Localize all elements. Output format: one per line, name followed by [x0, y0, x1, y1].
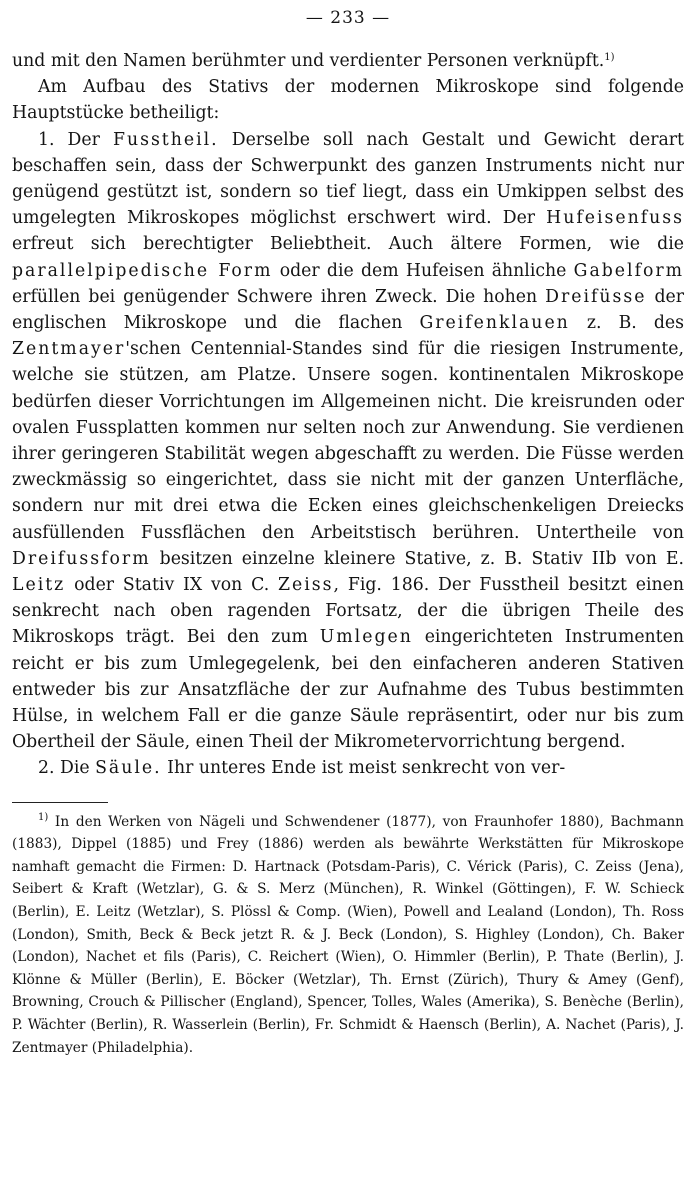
- text-run: oder die dem Hufeisen ähnliche: [272, 260, 574, 281]
- footnote: [12, 811, 684, 1060]
- footnote-mark: 1): [38, 811, 49, 823]
- text-run: z. B. des: [569, 313, 684, 334]
- text-run: der englischen Mikroskope und die flachen: [12, 286, 685, 334]
- paragraph-saeule: [12, 755, 684, 781]
- text-run: 'schen Centennial-Standes sind für die riesigen Instrumente, welche sie stützen, am Platze. Unsere sogen. kontinentalen Mikroskope bedürfen dieser Vorrichtungen im Allgemeinen nicht. Die kreisrunden oder ovalen Fussplatten kommen nur selten noch zur Anwendung. Sie verdienen ihrer geringeren Stabilität wegen abgeschafft zu werden. Die Füsse werden zweckmässig so eingerichtet, dass sie nicht mit der ganzen Unterfläche, sondern nur mit drei etwa die Ecken eines gleichschenkeligen Dreiecks ausfüllenden Fussflächen den Arbeitstisch berühren. Untertheile von: [12, 339, 684, 543]
- text-run: besitzen einzelne kleinere Stative, z. B. Stativ IIb von E.: [150, 548, 684, 569]
- name-zentmayer: Zentmayer: [12, 339, 126, 360]
- paragraph-fusstheil: [12, 127, 684, 756]
- footnote-body: In den Werken von Nägeli und Schwendener (1877), von Fraunhofer 1880), Bachmann (1883), Dippel (1885) und Frey (1886) werden als bewährte Werkstätten für Mikroskope namhaft gemacht die Firmen: D. Hartnack (Potsdam-Paris), C. Vérick (Paris), C. Zeiss (Jena), Seibert & Kraft (Wetzlar), G. & S. Merz (München), R. Winkel (Göttingen), F. W. Schieck (Berlin), E. Leitz (Wetzlar), S. Plössl & Comp. (Wien), Powell and Lealand (London), Th. Ross (London), Smith, Beck & Beck jetzt R. & J. Beck (London), S. Highley (London), Ch. Baker (London), Nachet et fils (Paris), C. Reichert (Wien), O. Himmler (Berlin), P. Thate (Berlin), J. Klönne & Müller (Berlin), E. Böcker (Wetzlar), Th. Ernst (Zürich), Thury & Amey (Genf), Browning, Crouch & Pillischer (England), Spencer, Tolles, Wales (Amerika), S. Benèche (Berlin), P. Wächter (Berlin), R. Wasserlein (Berlin), Fr. Schmidt & Haensch (Berlin), A. Nachet (Paris), J. Zentmayer (Philadelphia).: [12, 813, 684, 1056]
- name-zeiss: Zeiss: [278, 575, 334, 596]
- term-greifenklauen: Greifenklauen: [419, 313, 570, 334]
- paragraph-intro: Am Aufbau des Stativs der modernen Mikroskope sind folgende Hauptstücke betheiligt:: [12, 77, 684, 124]
- footnote-text: [12, 811, 684, 1060]
- text-run: Derselbe soll nach Gestalt und Gewicht derart beschaffen sein, dass der Schwerpunkt des ganzen Instruments nicht nur genügend gestützt ist, sondern so tief liegt, dass ein Umkippen selbst des umgelegten Mikroskopes möglichst erschwert wird. Der: [12, 129, 684, 229]
- main-text: [12, 48, 684, 782]
- term-dreifussform: Dreifussform: [12, 548, 151, 569]
- page-number: — 233 —: [305, 8, 391, 28]
- document-page: [12, 0, 684, 1200]
- text-run: 2. Die: [38, 758, 96, 779]
- text-run: , Fig. 186. Der Fusstheil besitzt einen senkrecht nach oben ragenden Fortsatz, der die übrigen Theile des Mikroskops trägt. Bei den zum: [12, 575, 684, 648]
- paragraph-text: und mit den Namen berühmter und verdienter Personen verknüpft.: [12, 51, 605, 71]
- name-leitz: Leitz: [12, 575, 66, 596]
- term-hufeisenfuss: Hufeisenfuss: [546, 208, 684, 229]
- text-run: erfreut sich berechtigter Beliebtheit. Auch ältere Formen, wie die: [12, 234, 684, 255]
- term-umlegen: Umlegen: [319, 627, 413, 648]
- heading-fusstheil: Fusstheil.: [112, 129, 219, 150]
- paragraph-continuation: [12, 48, 684, 74]
- term-gabelform: Gabelform: [573, 260, 685, 281]
- heading-saeule: Säule.: [95, 758, 162, 779]
- term-parallelpipedische-form: parallelpipedische Form: [12, 260, 273, 281]
- text-run: erfüllen bei genügender Schwere ihren Zweck. Die hohen: [12, 286, 546, 307]
- footnote-reference: 1): [604, 52, 615, 63]
- text-run: Ihr unteres Ende ist meist senkrecht von ver-: [161, 758, 566, 779]
- text-run: oder Stativ IX von C.: [65, 575, 279, 596]
- term-dreifuesse: Dreifüsse: [545, 286, 647, 307]
- text-run: 1. Der: [38, 129, 113, 150]
- footnote-divider: [12, 802, 108, 803]
- text-run: eingerichteten Instrumenten reicht er bis zum Umlegegelenk, bei den einfacheren anderen Stativen entweder bis zur Ansatzfläche der zur Aufnahme des Tubus bestimmten Hülse, in welchem Fall er die ganze Säule repräsentirt, oder nur bis zum Obertheil der Säule, einen Theil der Mikrometervorrichtung bergend.: [12, 627, 684, 753]
